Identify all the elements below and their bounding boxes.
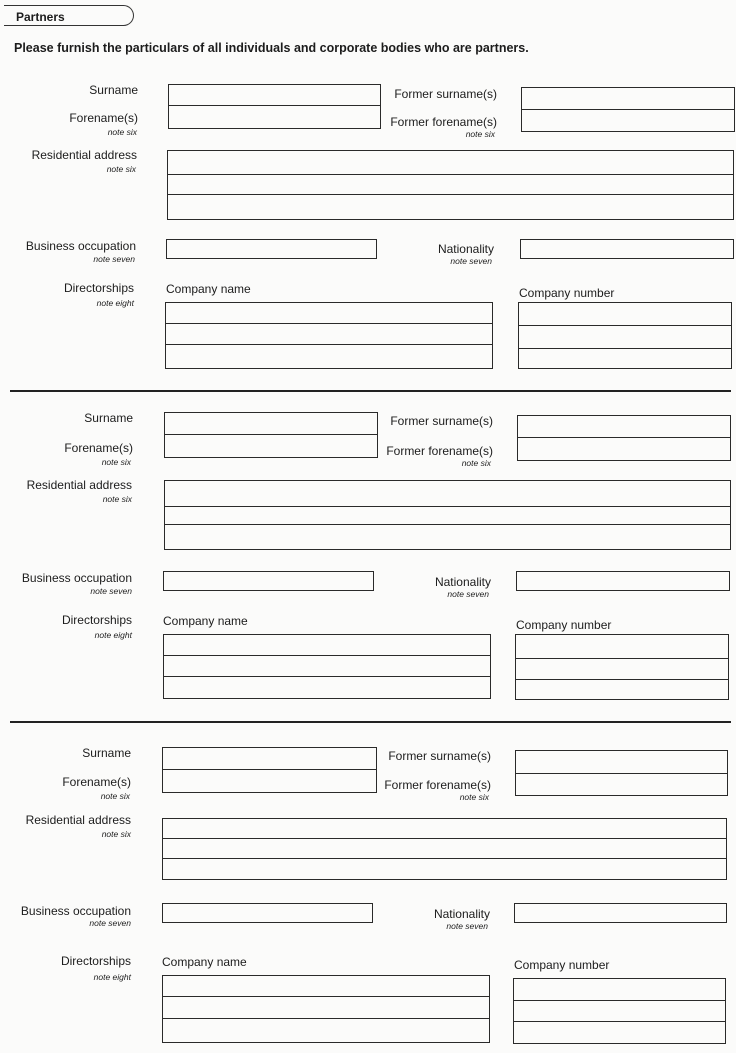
address-line-1-input[interactable] bbox=[163, 819, 726, 838]
company-number-box bbox=[515, 634, 729, 700]
company-number-input-2[interactable] bbox=[519, 326, 731, 348]
forenames-input[interactable] bbox=[169, 106, 380, 128]
occupation-box bbox=[163, 571, 374, 591]
forenames-note: note six bbox=[100, 791, 130, 801]
company-number-input-3[interactable] bbox=[519, 349, 731, 367]
former-forenames-note: note six bbox=[465, 129, 495, 139]
company-name-input-2[interactable] bbox=[166, 324, 492, 344]
company-name-box bbox=[163, 634, 491, 699]
section-divider bbox=[10, 390, 731, 392]
business-occupation-input[interactable] bbox=[163, 904, 372, 922]
surname-label: Surname bbox=[89, 83, 138, 97]
former-name-box bbox=[521, 87, 735, 132]
company-number-input-2[interactable] bbox=[514, 1001, 725, 1021]
surname-input[interactable] bbox=[169, 85, 380, 105]
company-name-input-3[interactable] bbox=[164, 677, 490, 697]
former-surnames-input[interactable] bbox=[522, 88, 734, 109]
former-name-box bbox=[515, 750, 728, 796]
forenames-note: note six bbox=[107, 127, 137, 137]
directorships-note: note eight bbox=[94, 630, 132, 640]
company-number-input-1[interactable] bbox=[514, 979, 725, 1000]
former-forenames-note: note six bbox=[461, 458, 491, 468]
forenames-label: Forename(s) bbox=[62, 775, 131, 789]
former-forenames-input[interactable] bbox=[516, 774, 727, 795]
former-forenames-input[interactable] bbox=[518, 438, 730, 460]
address-line-3-input[interactable] bbox=[163, 859, 726, 879]
name-box bbox=[162, 747, 377, 793]
company-name-label: Company name bbox=[166, 282, 251, 296]
company-name-input-2[interactable] bbox=[163, 997, 489, 1018]
company-number-input-1[interactable] bbox=[516, 635, 728, 658]
former-forenames-label: Former forename(s) bbox=[386, 444, 493, 458]
directorships-label: Directorships bbox=[63, 281, 134, 295]
former-forenames-note: note six bbox=[459, 792, 489, 802]
intro-text: Please furnish the particulars of all individuals and corporate bodies who are partners. bbox=[14, 41, 529, 55]
former-forenames-label: Former forename(s) bbox=[384, 778, 491, 792]
former-surnames-label: Former surname(s) bbox=[394, 87, 497, 101]
residential-address-note: note six bbox=[102, 494, 132, 504]
nationality-label: Nationality bbox=[434, 575, 491, 589]
occupation-box bbox=[166, 239, 377, 259]
forenames-label: Forename(s) bbox=[64, 441, 133, 455]
company-name-input-2[interactable] bbox=[164, 656, 490, 676]
address-line-1-input[interactable] bbox=[165, 481, 730, 506]
nationality-note: note seven bbox=[447, 589, 489, 599]
residential-address-label: Residential address bbox=[25, 813, 131, 827]
nationality-note: note seven bbox=[450, 256, 492, 266]
forenames-input[interactable] bbox=[163, 770, 376, 792]
business-occupation-note: note seven bbox=[90, 586, 132, 596]
former-surnames-label: Former surname(s) bbox=[388, 749, 491, 763]
section-tab-label: Partners bbox=[16, 10, 65, 24]
business-occupation-note: note seven bbox=[93, 254, 135, 264]
company-name-input-3[interactable] bbox=[166, 345, 492, 367]
former-surnames-input[interactable] bbox=[516, 751, 727, 773]
residential-address-note: note six bbox=[106, 164, 136, 174]
former-surnames-label: Former surname(s) bbox=[390, 414, 493, 428]
address-box bbox=[162, 818, 727, 880]
address-line-2-input[interactable] bbox=[163, 839, 726, 858]
former-forenames-label: Former forename(s) bbox=[390, 115, 497, 129]
directorships-note: note eight bbox=[96, 298, 134, 308]
nationality-label: Nationality bbox=[433, 907, 490, 921]
surname-input[interactable] bbox=[163, 748, 376, 769]
nationality-box bbox=[514, 903, 727, 923]
company-number-label: Company number bbox=[516, 618, 612, 632]
company-name-label: Company name bbox=[162, 955, 247, 969]
directorships-label: Directorships bbox=[61, 613, 132, 627]
address-line-1-input[interactable] bbox=[168, 151, 733, 174]
company-number-label: Company number bbox=[519, 286, 615, 300]
surname-label: Surname bbox=[82, 746, 131, 760]
company-name-label: Company name bbox=[163, 614, 248, 628]
address-box bbox=[167, 150, 734, 220]
occupation-box bbox=[162, 903, 373, 923]
nationality-input[interactable] bbox=[521, 240, 733, 258]
business-occupation-label: Business occupation bbox=[21, 571, 132, 585]
section-tab bbox=[4, 5, 134, 26]
company-number-input-2[interactable] bbox=[516, 659, 728, 679]
company-number-input-3[interactable] bbox=[514, 1022, 725, 1042]
nationality-input[interactable] bbox=[515, 904, 726, 922]
surname-input[interactable] bbox=[165, 413, 377, 434]
business-occupation-input[interactable] bbox=[167, 240, 376, 258]
residential-address-note: note six bbox=[101, 829, 131, 839]
company-name-input-1[interactable] bbox=[166, 303, 492, 323]
residential-address-label: Residential address bbox=[26, 478, 132, 492]
company-number-label: Company number bbox=[514, 958, 610, 972]
forenames-note: note six bbox=[101, 457, 131, 467]
nationality-label: Nationality bbox=[437, 242, 494, 256]
name-box bbox=[164, 412, 378, 458]
business-occupation-note: note seven bbox=[89, 918, 131, 928]
nationality-box bbox=[516, 571, 730, 591]
forenames-input[interactable] bbox=[165, 435, 377, 457]
company-number-input-1[interactable] bbox=[519, 303, 731, 325]
former-name-box bbox=[517, 415, 731, 461]
nationality-box bbox=[520, 239, 734, 259]
address-line-3-input[interactable] bbox=[168, 195, 733, 218]
former-forenames-input[interactable] bbox=[522, 110, 734, 131]
nationality-note: note seven bbox=[446, 921, 488, 931]
surname-label: Surname bbox=[84, 411, 133, 425]
directorships-note: note eight bbox=[93, 972, 131, 982]
company-name-box bbox=[165, 302, 493, 369]
address-line-2-input[interactable] bbox=[165, 507, 730, 524]
business-occupation-input[interactable] bbox=[164, 572, 373, 590]
business-occupation-label: Business occupation bbox=[25, 239, 136, 253]
company-number-box bbox=[518, 302, 732, 369]
company-name-box bbox=[162, 975, 490, 1043]
address-line-3-input[interactable] bbox=[165, 525, 730, 549]
name-box bbox=[168, 84, 381, 129]
company-number-input-3[interactable] bbox=[516, 680, 728, 698]
section-divider bbox=[10, 721, 731, 723]
company-name-input-3[interactable] bbox=[163, 1019, 489, 1041]
forenames-label: Forename(s) bbox=[69, 111, 138, 125]
directorships-label: Directorships bbox=[60, 954, 131, 968]
company-name-input-1[interactable] bbox=[163, 976, 489, 996]
address-box bbox=[164, 480, 731, 550]
nationality-input[interactable] bbox=[517, 572, 729, 590]
residential-address-label: Residential address bbox=[31, 148, 137, 162]
former-surnames-input[interactable] bbox=[518, 416, 730, 437]
company-name-input-1[interactable] bbox=[164, 635, 490, 655]
company-number-box bbox=[513, 978, 726, 1044]
address-line-2-input[interactable] bbox=[168, 175, 733, 194]
business-occupation-label: Business occupation bbox=[20, 904, 131, 918]
